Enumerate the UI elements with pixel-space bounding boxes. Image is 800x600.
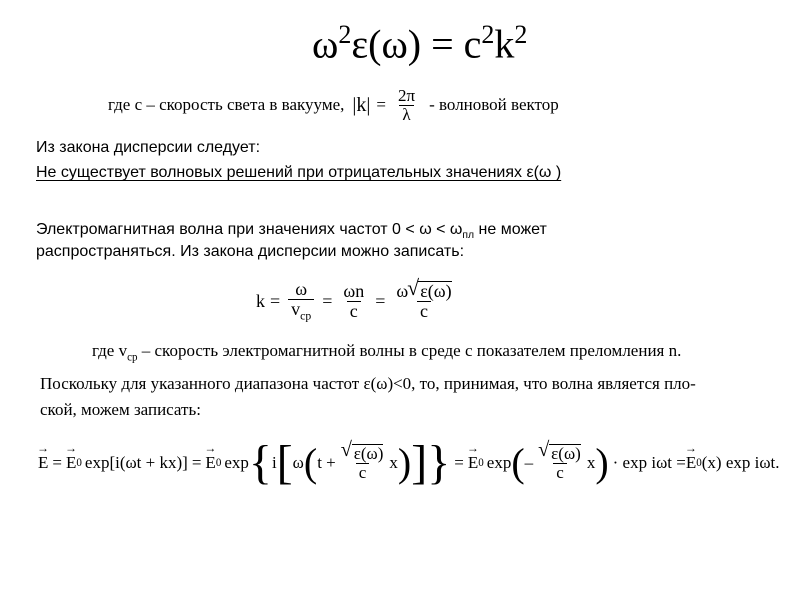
- left-brace: {: [248, 436, 272, 489]
- definition-equals: =: [376, 95, 386, 114]
- left-bracket: [: [276, 436, 293, 489]
- k-formula: k = $\frac{\omega}{v_{ср}}$ = $\frac{\omega n}{c}$ = $\frac{\omega√ \varepsilon(\omega)}{c}$: [256, 271, 458, 331]
- root-over-c-2: √ $\frac{\varepsilon(\omega)}{c}$: [536, 444, 584, 482]
- equals: =: [431, 21, 454, 67]
- epsilon: ε: [351, 21, 369, 67]
- right-bracket: ]: [411, 436, 428, 489]
- root-over-c-1: √ $\frac{\varepsilon(\omega)}{c}$: [339, 444, 387, 482]
- omega-sup: 2: [338, 20, 352, 49]
- law-line-2: Не существует волновых решений при отрицательных значениях ε(ω ): [36, 164, 562, 181]
- fraction-omega-n-c: $\frac{\omega n}{c}$: [343, 280, 365, 321]
- c-sup: 2: [481, 20, 495, 49]
- e-formula: E → = E → 0 exp[i(ωt + kx)] = E → 0 exp { i [ ω ( t + √ $\frac{\varepsilon(\omega)}{c}$ x ) ] } = E → 0 exp ( – √ $\frac{\varepsilon(\omega)}{c}$ x ) · exp iωt = E → 0 (x) exp iωt.: [38, 423, 780, 503]
- epsilon-arg: (ω): [368, 21, 422, 67]
- definition-text-before: где с – скорость света в вакууме,: [108, 95, 345, 114]
- law-line-1: Из закона дисперсии следует:: [36, 139, 261, 156]
- definition-line: [108, 80, 559, 130]
- fraction-omega-root-c: $\frac{\omega√ \varepsilon(\omega)}{c}$: [393, 281, 454, 321]
- vcp-line: где $v_{ср}$ – скорость электромагнитной волны в среде с показателем преломления n.: [92, 341, 682, 364]
- right-brace: }: [427, 436, 451, 489]
- abs-k: |k|: [352, 93, 371, 116]
- k-sup: 2: [514, 20, 528, 49]
- definition-text-after: - волновой вектор: [429, 95, 559, 114]
- c: c: [463, 21, 482, 67]
- top-formula: [312, 20, 527, 67]
- omega: ω: [312, 21, 339, 67]
- fraction-omega-v: $\frac{\omega}{v_{ср}}$: [288, 280, 314, 323]
- em-line-1: Электромагнитная волна при значениях частот $0 < \omega < \omega_{пл}$ не может: [36, 221, 547, 242]
- two-pi-over-lambda: $\frac{2\pi}{\lambda}$: [398, 85, 416, 124]
- para-line-2: ской, можем записать:: [40, 400, 201, 419]
- em-line-2: распространяться. Из закона дисперсии можно записать:: [36, 243, 465, 260]
- k: k: [494, 21, 515, 67]
- para-line-1: Поскольку для указанного диапазона частот ε(ω)<0, то, принимая, что волна является пло-: [40, 374, 696, 393]
